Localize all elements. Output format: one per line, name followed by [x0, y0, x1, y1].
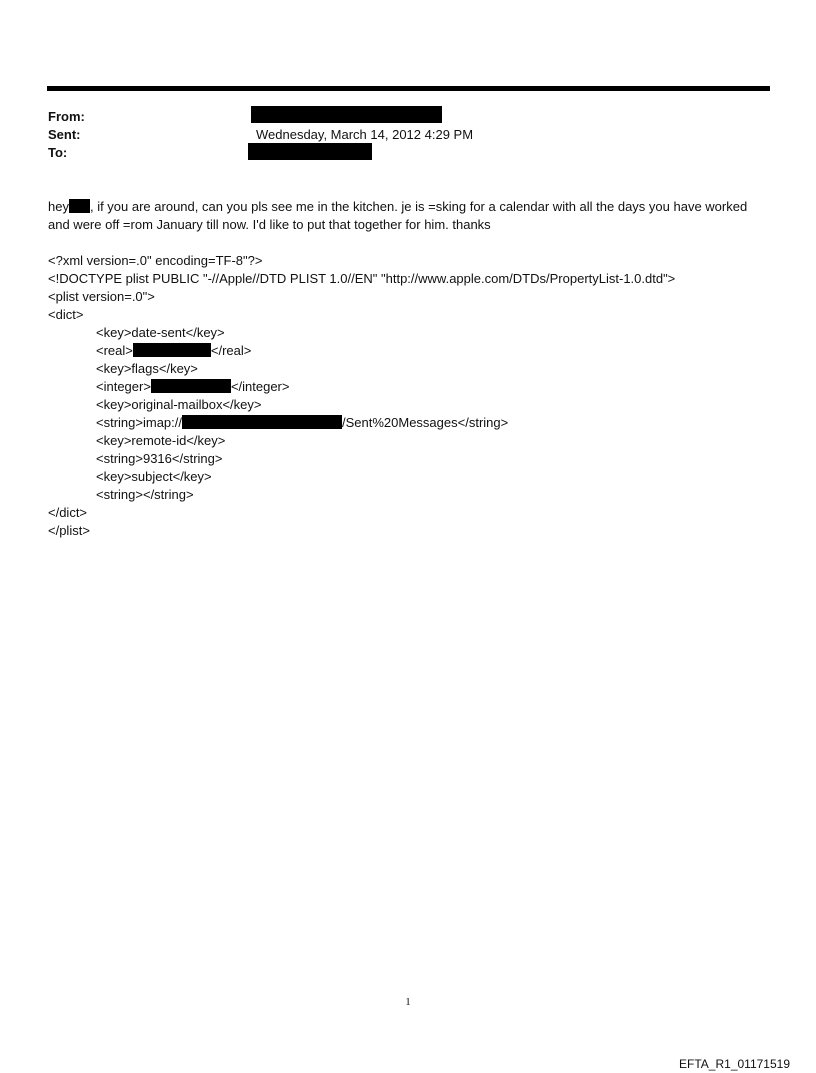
- key-remote-id-open: <key>remote-id: [96, 433, 187, 448]
- to-label: To:: [48, 145, 68, 160]
- key-remote-id-close: </key>: [186, 433, 226, 448]
- integer-open: <integer>: [96, 379, 151, 394]
- key-original-mailbox: <key>original-mailbox</key>: [96, 397, 262, 412]
- string-imap-line: [96, 414, 508, 432]
- dict-close: </dict>: [48, 505, 88, 520]
- string-empty: <string></string>: [96, 487, 194, 502]
- key-date-sent: <key>date-sent</key>: [96, 325, 225, 340]
- sent-value: Wednesday, March 14, 2012 4:29 PM: [256, 127, 474, 142]
- imap-redaction: [182, 415, 342, 429]
- real-line: [96, 342, 251, 360]
- dict-open: <dict>: [48, 307, 84, 322]
- sent-label: Sent:: [48, 127, 81, 142]
- integer-redaction: [151, 379, 231, 393]
- string-imap-close: /Sent%20Messages</string>: [342, 415, 509, 430]
- integer-line: [96, 378, 289, 396]
- message-line-1: [48, 198, 747, 216]
- from-label: From:: [48, 109, 85, 124]
- real-close: </real>: [210, 343, 252, 358]
- integer-close: </integer>: [230, 379, 290, 394]
- message-greeting: hey: [48, 199, 69, 214]
- header-divider: [47, 86, 770, 91]
- key-remote-id: [96, 432, 225, 450]
- plist-doctype: <!DOCTYPE plist PUBLIC "-//Apple//DTD PLIST 1.0//EN" "http://www.apple.com/DTDs/PropertyList-1.0.dtd">: [48, 271, 676, 286]
- real-open: <real>: [96, 343, 133, 358]
- plist-open: <plist version=.0">: [48, 289, 155, 304]
- name-redaction: [69, 199, 90, 213]
- real-redaction: [133, 343, 211, 357]
- plist-xml-decl: <?xml version=.0" encoding=TF-8"?>: [48, 253, 263, 268]
- from-redaction: [251, 106, 442, 123]
- plist-close: </plist>: [48, 523, 90, 538]
- string-9316: <string>9316</string>: [96, 451, 223, 466]
- document-id: EFTA_R1_01171519: [679, 1057, 790, 1071]
- to-redaction: [248, 143, 372, 160]
- key-subject: <key>subject</key>: [96, 469, 212, 484]
- page-number: 1: [405, 996, 411, 1008]
- key-flags: <key>flags</key>: [96, 361, 198, 376]
- string-imap-open: <string>imap://: [96, 415, 182, 430]
- message-line-1-rest: , if you are around, can you pls see me in the kitchen. je is =sking for a calendar with all the days you have worked: [89, 199, 748, 214]
- message-line-2: and were off =rom January till now. I'd like to put that together for him. thanks: [48, 217, 491, 232]
